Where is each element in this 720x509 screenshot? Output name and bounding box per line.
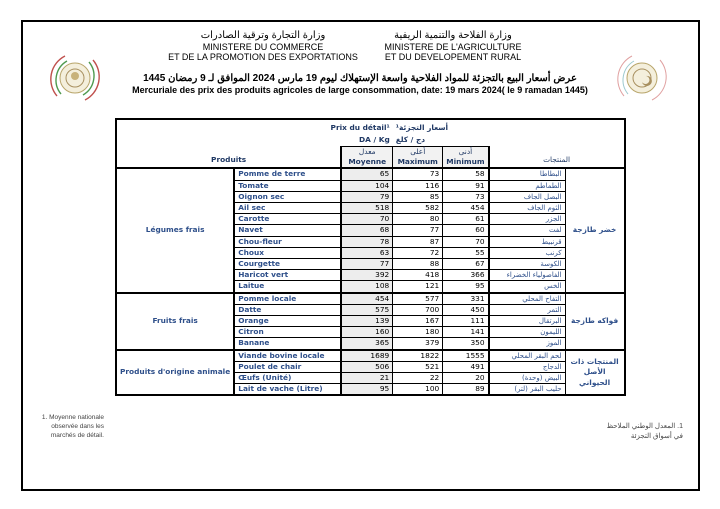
footnote-ar: 1. المعدل الوطني الملاحظ في أسواق التجزئة <box>606 423 683 440</box>
price-minimum: 89 <box>443 384 489 396</box>
price-minimum: 55 <box>443 247 489 258</box>
price-maximum: 88 <box>393 259 443 270</box>
price-label-fr-line1: Prix du détail¹ <box>330 123 390 132</box>
price-label-fr-line2: DA / Kg <box>359 135 390 144</box>
price-maximum: 73 <box>393 168 443 180</box>
price-minimum: 350 <box>443 338 489 350</box>
column-header-maximum <box>393 147 443 169</box>
price-label-ar <box>393 119 625 147</box>
column-header-products-fr: Produits <box>211 154 247 164</box>
price-moyenne: 70 <box>341 214 393 225</box>
price-moyenne: 77 <box>341 259 393 270</box>
price-maximum: 80 <box>393 214 443 225</box>
price-maximum: 379 <box>393 338 443 350</box>
document-title-fr: Mercuriale des prix des produits agricoles de large consommation, date: 19 mars 2024( le 9 ramadan 1445) <box>132 85 588 95</box>
price-minimum: 1555 <box>443 350 489 362</box>
product-name-ar: الليمون <box>489 327 566 338</box>
product-name: Haricot vert <box>234 270 341 281</box>
product-name: Lait de vache (Litre) <box>234 384 341 396</box>
price-minimum: 450 <box>443 304 489 315</box>
product-name: Carotte <box>234 214 341 225</box>
product-name: Citron <box>234 327 341 338</box>
product-name: Orange <box>234 316 341 327</box>
price-moyenne: 1689 <box>341 350 393 362</box>
minimum-ar: أدنى <box>458 147 473 156</box>
product-name: Viande bovine locale <box>234 350 341 362</box>
price-minimum: 331 <box>443 293 489 305</box>
price-maximum: 521 <box>393 361 443 372</box>
ministry-agriculture-fr-2: ET DU DEVELOPEMENT RURAL <box>384 52 522 62</box>
product-name-ar: الخس <box>489 281 566 293</box>
price-minimum: 60 <box>443 225 489 236</box>
price-moyenne: 365 <box>341 338 393 350</box>
price-table <box>115 118 626 396</box>
price-moyenne: 78 <box>341 236 393 247</box>
algeria-emblem-icon <box>612 48 672 108</box>
price-maximum: 85 <box>393 191 443 202</box>
price-maximum: 418 <box>393 270 443 281</box>
price-label-ar-line2: دج / كلغ <box>395 135 426 144</box>
product-name: Tomate <box>234 180 341 191</box>
price-maximum: 180 <box>393 327 443 338</box>
price-minimum: 73 <box>443 191 489 202</box>
product-name: Ail sec <box>234 203 341 214</box>
product-name-ar: البصل الجاف <box>489 191 566 202</box>
product-name: Œufs (Unité) <box>234 373 341 384</box>
price-minimum: 454 <box>443 203 489 214</box>
price-moyenne: 63 <box>341 247 393 258</box>
price-minimum: 20 <box>443 373 489 384</box>
price-maximum: 87 <box>393 236 443 247</box>
price-maximum: 100 <box>393 384 443 396</box>
product-name-ar: البطاطا <box>489 168 566 180</box>
category-animal-fr: Produits d'origine animale <box>116 350 234 396</box>
product-name: Choux <box>234 247 341 258</box>
ministry-agriculture-header <box>373 31 533 63</box>
price-maximum: 167 <box>393 316 443 327</box>
product-name: Banane <box>234 338 341 350</box>
price-minimum: 95 <box>443 281 489 293</box>
product-name-ar: الطماطم <box>489 180 566 191</box>
product-name-ar: الفاصولياء الخضراء <box>489 270 566 281</box>
product-name-ar: لفت <box>489 225 566 236</box>
price-label-ar-line1: أسعار التجزئة¹ <box>395 123 449 132</box>
maximum-fr: Maximum <box>397 157 438 167</box>
minimum-fr: Minimum <box>446 157 485 167</box>
column-header-moyenne <box>341 147 393 169</box>
product-name: Pomme de terre <box>234 168 341 180</box>
price-maximum: 1822 <box>393 350 443 362</box>
category-legumes-ar: خضر طازجة <box>565 168 625 292</box>
price-minimum: 61 <box>443 214 489 225</box>
price-moyenne: 79 <box>341 191 393 202</box>
price-moyenne: 104 <box>341 180 393 191</box>
price-maximum: 116 <box>393 180 443 191</box>
price-moyenne: 160 <box>341 327 393 338</box>
price-moyenne: 139 <box>341 316 393 327</box>
product-name: Datte <box>234 304 341 315</box>
price-moyenne: 575 <box>341 304 393 315</box>
category-animal-ar: المنتجات ذات الأصل الحيواني <box>565 350 625 396</box>
ministry-agriculture-fr-1: MINISTERE DE L'AGRICULTURE <box>384 41 522 52</box>
price-moyenne: 506 <box>341 361 393 372</box>
product-name-ar: البرتقال <box>489 316 566 327</box>
price-maximum: 77 <box>393 225 443 236</box>
ministry-commerce-fr-2: ET DE LA PROMOTION DES EXPORTATIONS <box>168 52 358 62</box>
product-name-ar: كرنب <box>489 247 566 258</box>
price-minimum: 111 <box>443 316 489 327</box>
price-maximum: 582 <box>393 203 443 214</box>
price-moyenne: 454 <box>341 293 393 305</box>
product-name: Laitue <box>234 281 341 293</box>
price-maximum: 121 <box>393 281 443 293</box>
price-minimum: 366 <box>443 270 489 281</box>
moyenne-fr: Moyenne <box>348 157 387 167</box>
price-maximum: 72 <box>393 247 443 258</box>
ministry-commerce-ar: وزارة التجارة وترقية الصادرات <box>200 30 326 41</box>
product-name: Chou-fleur <box>234 236 341 247</box>
price-maximum: 700 <box>393 304 443 315</box>
product-name-ar: التفاح المحلي <box>489 293 566 305</box>
footnote-fr: 1. Moyenne nationale observée dans les marchés de détail. <box>41 414 104 439</box>
maximum-ar: أعلى <box>410 147 426 156</box>
moyenne-ar: معدل <box>358 147 376 156</box>
price-minimum: 91 <box>443 180 489 191</box>
product-name-ar: التمر <box>489 304 566 315</box>
price-minimum: 58 <box>443 168 489 180</box>
product-name-ar: الجزر <box>489 214 566 225</box>
category-legumes-fr: Légumes frais <box>116 168 234 292</box>
table-row <box>116 293 625 305</box>
table-subheader-row <box>116 147 625 169</box>
product-name-ar: الدجاج <box>489 361 566 372</box>
document-title-ar: عرض أسعار البيع بالتجزئة للمواد الفلاحية واسعة الإستهلاك ليوم 19 مارس 2024 الموافق لـ 9 رمضان 1445 <box>143 73 577 84</box>
price-label-fr <box>116 119 393 147</box>
category-fruits-fr: Fruits frais <box>116 293 234 350</box>
category-fruits-ar: فواكه طازجة <box>565 293 625 350</box>
price-moyenne: 95 <box>341 384 393 396</box>
product-name-ar: الموز <box>489 338 566 350</box>
product-name: Navet <box>234 225 341 236</box>
product-name: Courgette <box>234 259 341 270</box>
price-moyenne: 65 <box>341 168 393 180</box>
price-minimum: 70 <box>443 236 489 247</box>
product-name-ar: الكوسة <box>489 259 566 270</box>
product-name-ar: لحم البقر المحلي <box>489 350 566 362</box>
product-name: Oignon sec <box>234 191 341 202</box>
price-minimum: 141 <box>443 327 489 338</box>
algeria-emblem-icon <box>45 48 105 108</box>
price-minimum: 491 <box>443 361 489 372</box>
product-name: Pomme locale <box>234 293 341 305</box>
price-moyenne: 108 <box>341 281 393 293</box>
price-moyenne: 68 <box>341 225 393 236</box>
price-maximum: 22 <box>393 373 443 384</box>
product-name: Poulet de chair <box>234 361 341 372</box>
table-row <box>116 350 625 362</box>
product-name-ar: قرنبيط <box>489 236 566 247</box>
column-header-products-ar: المنتجات <box>543 154 571 164</box>
product-name-ar: البيض (وحدة) <box>489 373 566 384</box>
price-moyenne: 392 <box>341 270 393 281</box>
table-header-row <box>116 119 625 147</box>
price-moyenne: 518 <box>341 203 393 214</box>
ministry-commerce-fr-1: MINISTERE DU COMMERCE <box>202 41 324 52</box>
product-name-ar: الثوم الجاف <box>489 203 566 214</box>
column-header-minimum <box>443 147 489 169</box>
price-maximum: 577 <box>393 293 443 305</box>
product-name-ar: حليب البقر (لتر) <box>489 384 566 396</box>
table-row <box>116 168 625 180</box>
price-moyenne: 21 <box>341 373 393 384</box>
ministry-commerce-header <box>158 31 368 63</box>
price-minimum: 67 <box>443 259 489 270</box>
ministry-agriculture-ar: وزارة الفلاحة والتنمية الريفية <box>394 30 512 41</box>
